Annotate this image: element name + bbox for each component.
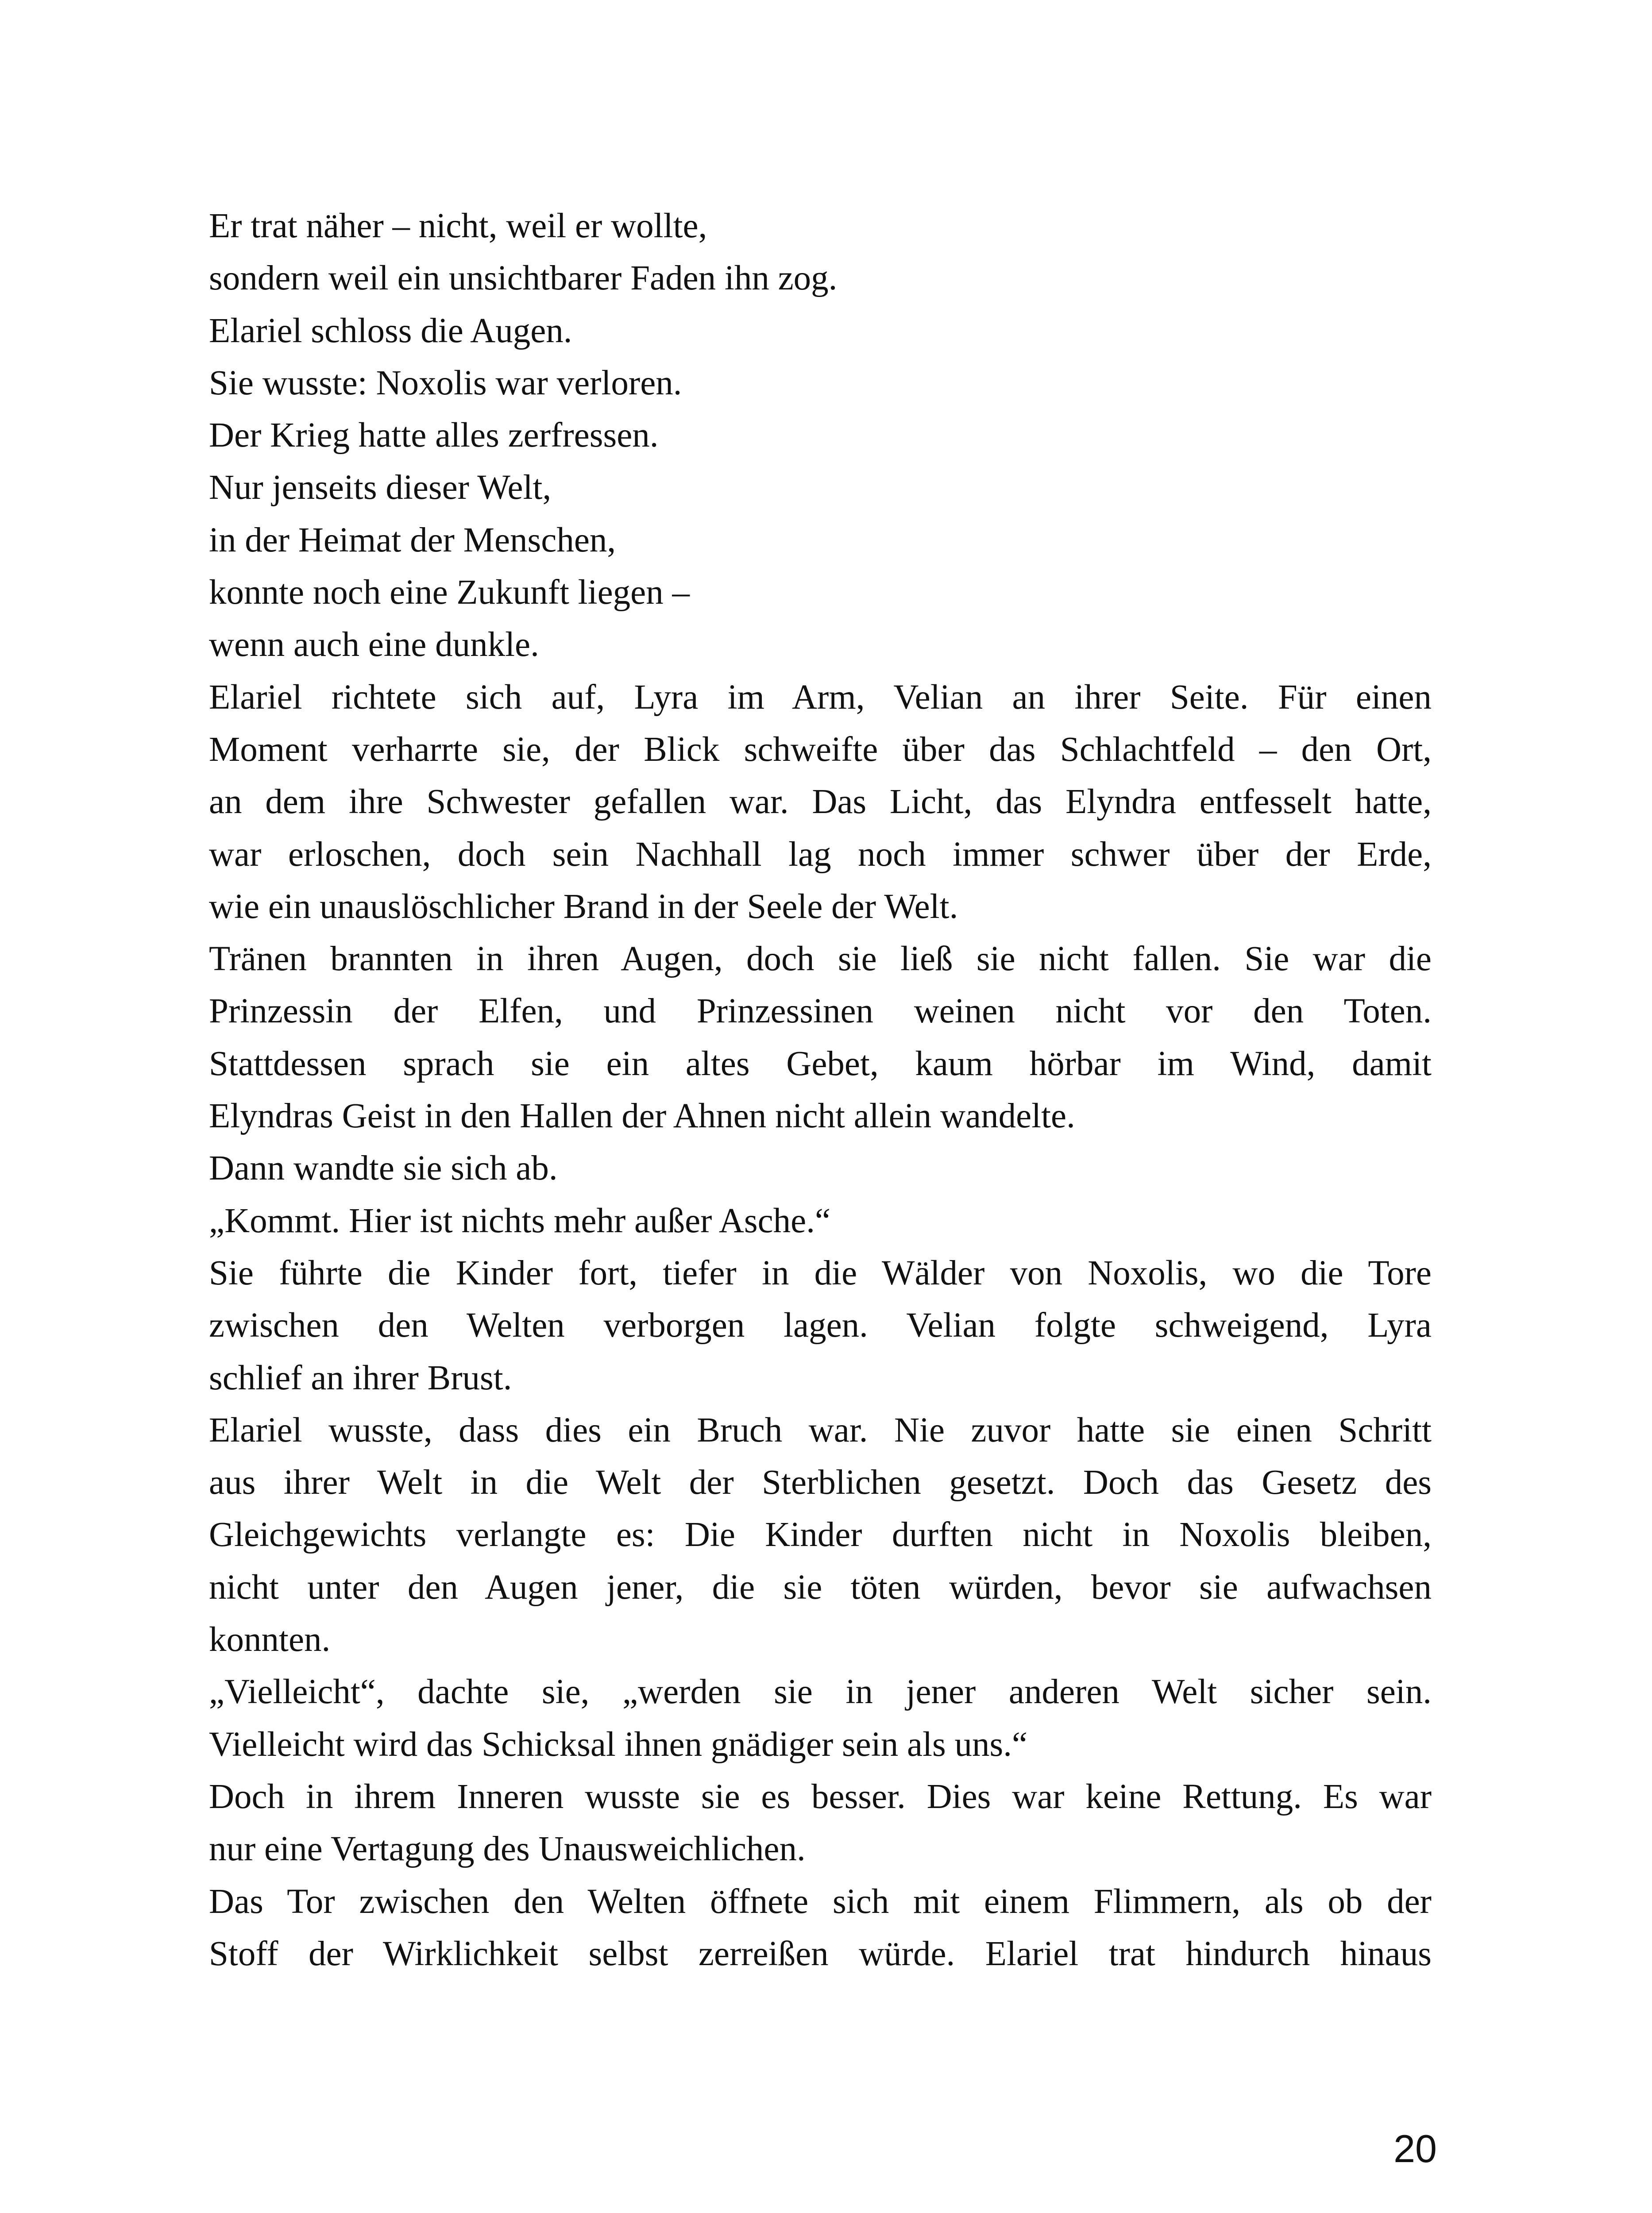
text-line: schlief an ihrer Brust. [209,1358,512,1397]
text-line: Elariel wusste, dass dies ein Bruch war. Nie zuvor hatte sie einen Schritt [209,1411,1432,1450]
text-line: nicht unter den Augen jener, die sie töten würden, bevor sie aufwachsen [209,1568,1432,1607]
text-line: konnten. [209,1620,331,1659]
text-line: Moment verharrte sie, der Blick schweifte über das Schlachtfeld – den Ort, [209,730,1432,769]
text-line: Sie wusste: Noxolis war verloren. [209,363,682,402]
text-line: „Vielleicht“, dachte sie, „werden sie in jener anderen Welt sicher sein. [209,1673,1432,1712]
text-line: aus ihrer Welt in die Welt der Sterblichen gesetzt. Doch das Gesetz des [209,1463,1432,1502]
text-line: Dann wandte sie sich ab. [209,1149,558,1188]
text-line: Sie führte die Kinder fort, tiefer in die Wälder von Noxolis, wo die Tore [209,1253,1432,1292]
text-line: wie ein unauslöschlicher Brand in der Seele der Welt. [209,887,958,926]
text-line: konnte noch eine Zukunft liegen – [209,573,690,612]
text-line: Vielleicht wird das Schicksal ihnen gnädiger sein als uns.“ [209,1725,1028,1764]
text-line: Elyndras Geist in den Hallen der Ahnen nicht allein wandelte. [209,1097,1075,1136]
text-line: Stoff der Wirklichkeit selbst zerreißen würde. Elariel trat hindurch hinaus [209,1934,1432,1973]
text-line: Nur jenseits dieser Welt, [209,468,552,507]
text-line: Doch in ihrem Inneren wusste sie es besser. Dies war keine Rettung. Es war [209,1777,1432,1816]
text-line: nur eine Vertagung des Unausweichlichen. [209,1830,806,1869]
text-line: zwischen den Welten verborgen lagen. Velian folgte schweigend, Lyra [209,1306,1432,1345]
text-line: sondern weil ein unsichtbarer Faden ihn zog. [209,259,838,298]
text-line: „Kommt. Hier ist nichts mehr außer Asche.“ [209,1201,831,1240]
text-line: Das Tor zwischen den Welten öffnete sich mit einem Flimmern, als ob der [209,1882,1432,1921]
text-line: Er trat näher – nicht, weil er wollte, [209,207,707,245]
text-line: Elariel richtete sich auf, Lyra im Arm, Velian an ihrer Seite. Für einen [209,678,1432,717]
text-line: Gleichgewichts verlangte es: Die Kinder durften nicht in Noxolis bleiben, [209,1515,1432,1554]
text-line: war erloschen, doch sein Nachhall lag noch immer schwer über der Erde, [209,835,1432,874]
text-line: in der Heimat der Menschen, [209,520,616,559]
text-line: wenn auch eine dunkle. [209,625,539,664]
body-text [209,200,1432,1980]
text-line: Elariel schloss die Augen. [209,311,572,350]
text-line: Stattdessen sprach sie ein altes Gebet, kaum hörbar im Wind, damit [209,1044,1432,1083]
text-line: Tränen brannten in ihren Augen, doch sie ließ sie nicht fallen. Sie war die [209,940,1432,979]
text-line: an dem ihre Schwester gefallen war. Das Licht, das Elyndra entfesselt hatte, [209,783,1432,821]
text-line: Prinzessin der Elfen, und Prinzessinen weinen nicht vor den Toten. [209,992,1432,1031]
page-number: 20 [1393,2127,1437,2171]
text-line: Der Krieg hatte alles zerfressen. [209,416,659,455]
